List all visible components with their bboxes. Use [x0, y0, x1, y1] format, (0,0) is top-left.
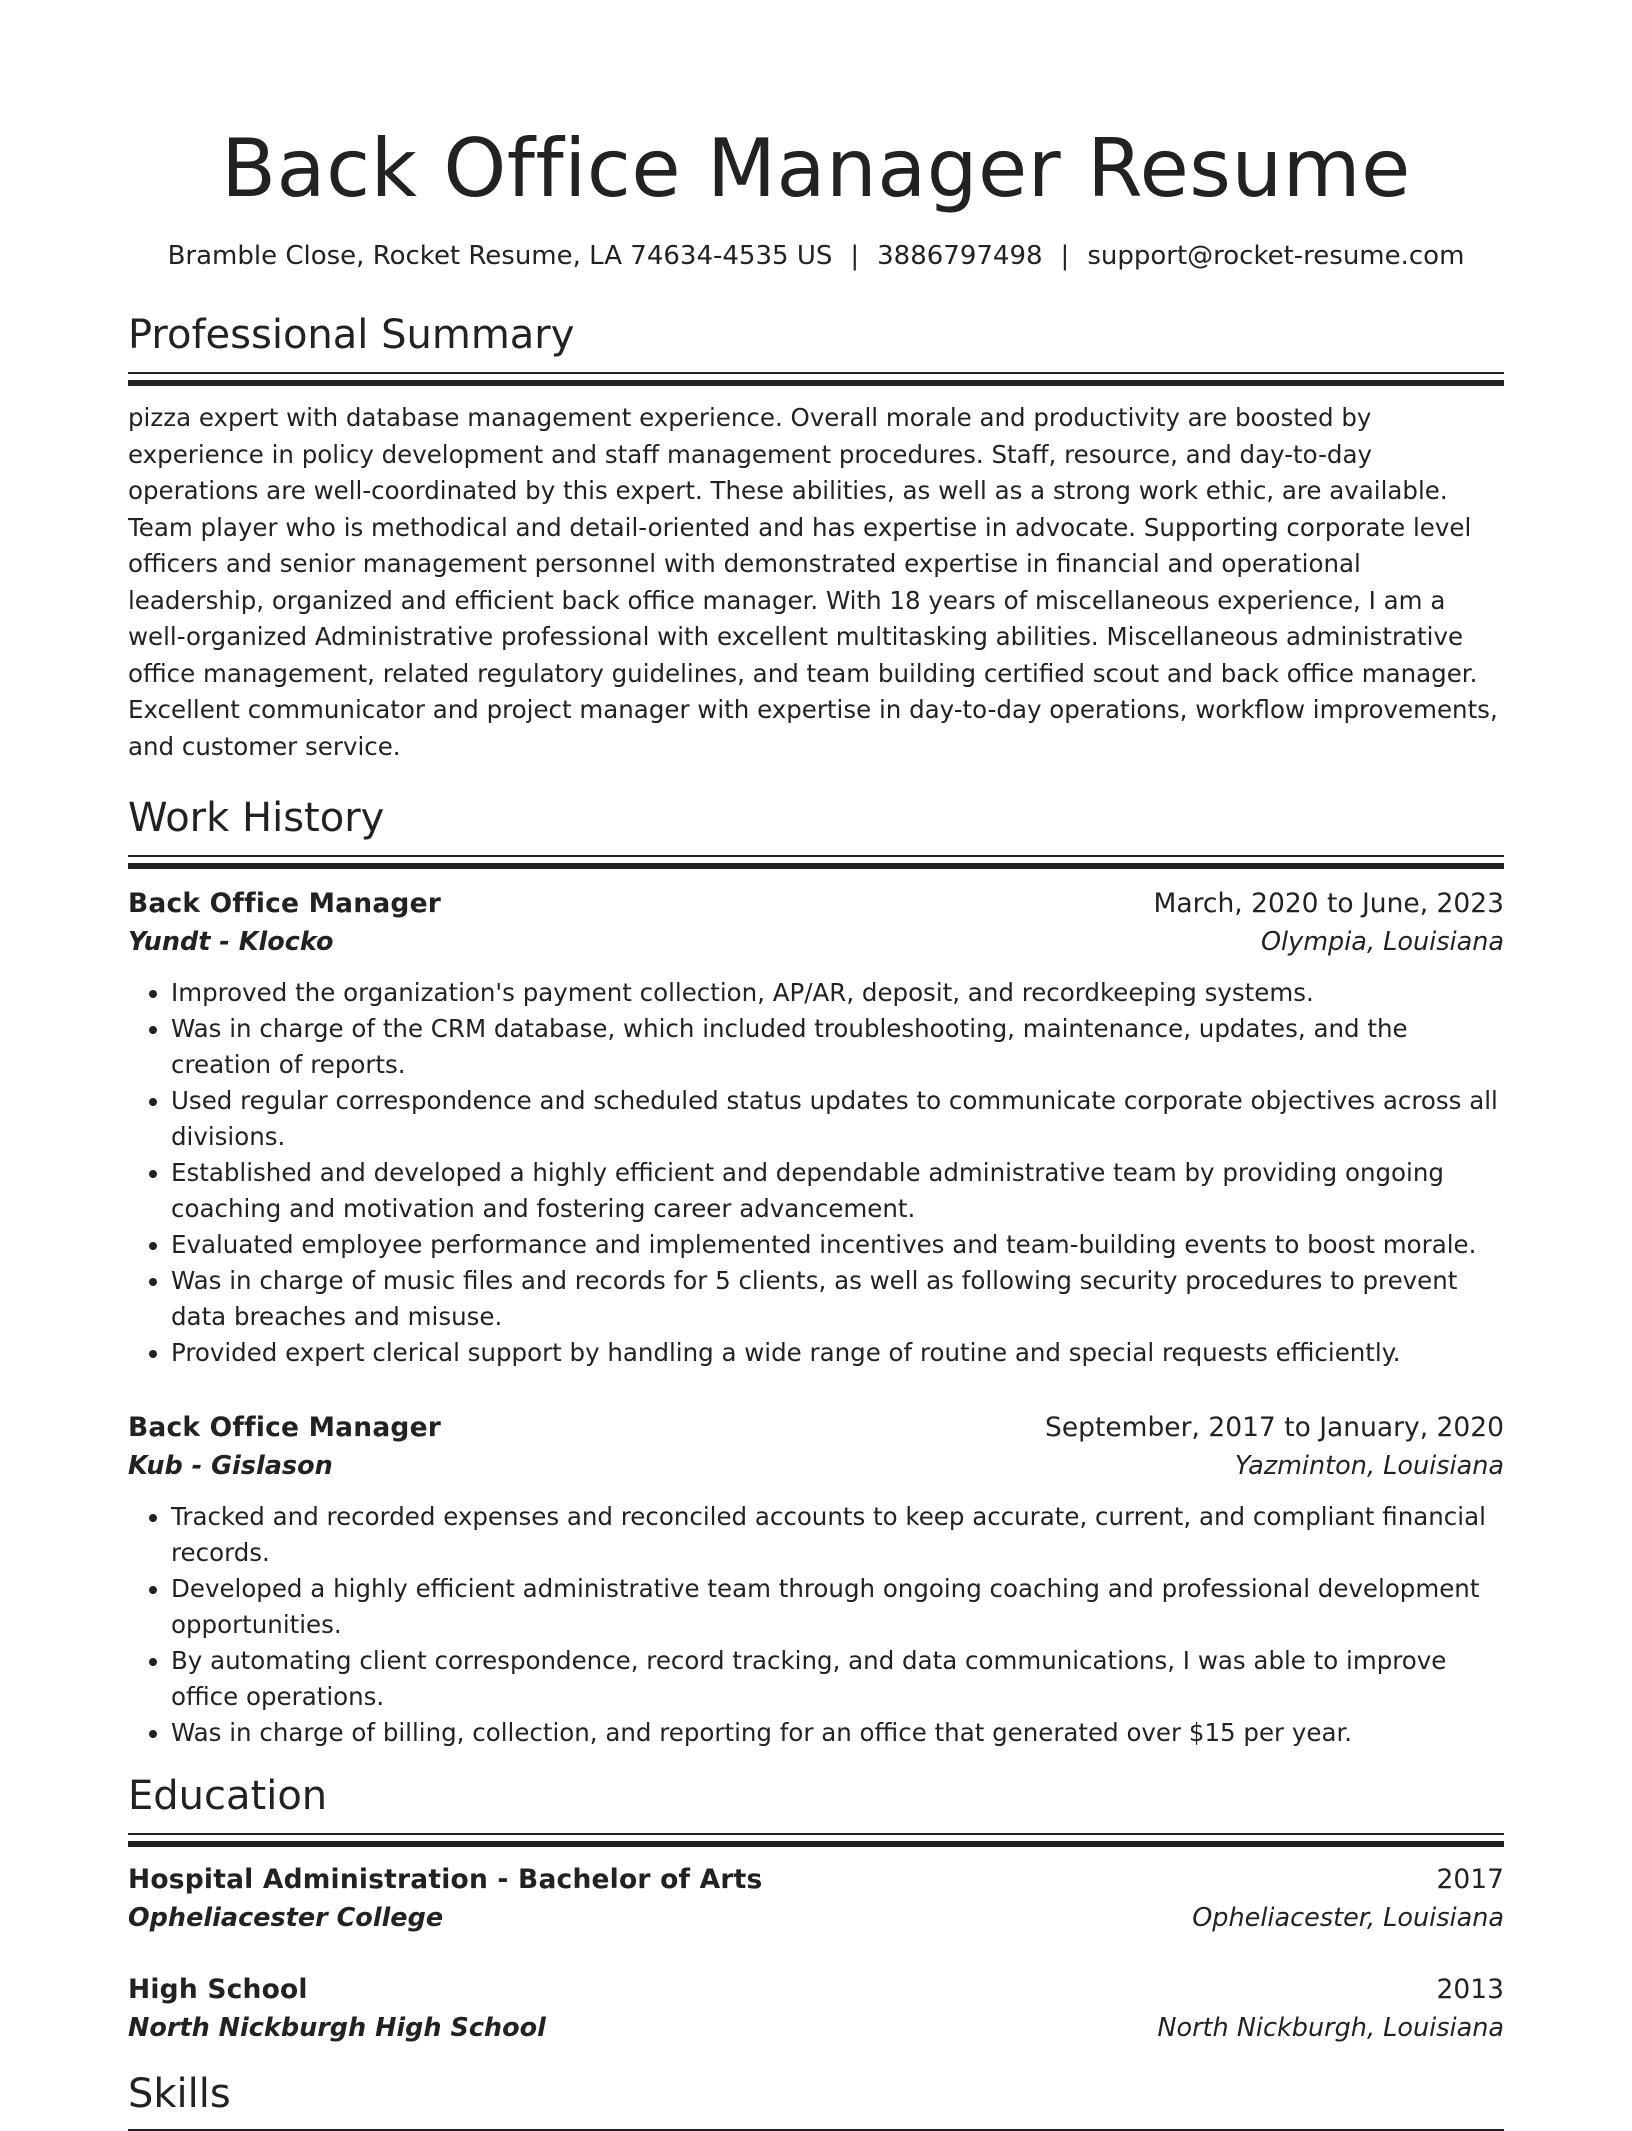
job-entry — [128, 885, 1504, 1371]
education-header — [128, 1971, 1504, 2009]
job-location: Olympia, Louisiana — [1260, 927, 1504, 957]
job-location: Yazminton, Louisiana — [1234, 1451, 1504, 1481]
school-name: Opheliacester College — [128, 1903, 444, 1933]
graduation-year: 2013 — [1436, 1974, 1504, 2005]
list-item: • Provided expert clerical support by handling a wide range of routine and special requests efficiently. — [171, 1335, 1504, 1371]
job-bullets — [128, 975, 1504, 1371]
list-item: • Improved the organization's payment collection, AP/AR, deposit, and recordkeeping systems. — [171, 975, 1504, 1011]
education-header — [128, 1861, 1504, 1899]
list-item: • Used regular correspondence and scheduled status updates to communicate corporate objectives across all divisions. — [171, 1083, 1504, 1155]
list-item: • Was in charge of music files and records for 5 clients, as well as following security procedures to prevent data breaches and misuse. — [171, 1263, 1504, 1335]
job-dates: March, 2020 to June, 2023 — [1153, 888, 1504, 919]
job-header — [128, 1409, 1504, 1447]
company-name: Yundt - Klocko — [128, 927, 334, 957]
list-item: • Was in charge of billing, collection, and reporting for an office that generated over $15 per year. — [171, 1715, 1504, 1751]
list-item: • Established and developed a highly efficient and dependable administrative team by providing ongoing coaching and motivation and fostering career advancement. — [171, 1155, 1504, 1227]
school-location: North Nickburgh, Louisiana — [1157, 2013, 1504, 2043]
job-title: Back Office Manager — [128, 888, 442, 919]
education-subheader — [128, 2009, 1504, 2047]
school-location: Opheliacester, Louisiana — [1192, 1903, 1504, 1933]
section-heading-work-history: Work History — [128, 795, 385, 841]
list-item: • By automating client correspondence, record tracking, and data communications, I was able to improve office operations. — [171, 1643, 1504, 1715]
job-bullets — [128, 1499, 1504, 1751]
list-item: • Was in charge of the CRM database, which included troubleshooting, maintenance, updates, and the creation of reports. — [171, 1011, 1504, 1083]
page-title: Back Office Manager Resume — [221, 122, 1411, 215]
list-item: • Evaluated employee performance and implemented incentives and team-building events to boost morale. — [171, 1227, 1504, 1263]
contact-separator: | — [850, 241, 860, 271]
degree: High School — [128, 1974, 308, 2005]
job-entry — [128, 1409, 1504, 1751]
email: support@rocket-resume.com — [1087, 241, 1465, 271]
section-heading-skills: Skills — [128, 2071, 231, 2117]
list-item: • Tracked and recorded expenses and reconciled accounts to keep accurate, current, and compliant financial records. — [171, 1499, 1504, 1571]
section-divider — [128, 372, 1504, 386]
job-title: Back Office Manager — [128, 1412, 442, 1443]
education-entry — [128, 1971, 1504, 2047]
address: Bramble Close, Rocket Resume, LA 74634-4535 US — [167, 241, 833, 271]
contact-separator: | — [1060, 241, 1070, 271]
job-header — [128, 885, 1504, 923]
job-subheader — [128, 1447, 1504, 1485]
phone: 3886797498 — [877, 241, 1043, 271]
job-dates: September, 2017 to January, 2020 — [1045, 1412, 1504, 1443]
degree: Hospital Administration - Bachelor of Arts — [128, 1864, 763, 1895]
education-subheader — [128, 1899, 1504, 1937]
graduation-year: 2017 — [1436, 1864, 1504, 1895]
section-divider — [128, 1833, 1504, 1847]
job-subheader — [128, 923, 1504, 961]
section-heading-summary: Professional Summary — [128, 312, 575, 358]
contact-line — [128, 238, 1504, 274]
school-name: North Nickburgh High School — [128, 2013, 546, 2043]
summary-text: pizza expert with database management experience. Overall morale and productivity are boosted by experience in policy development and staff management procedures. Staff, resource, and day-to-day operations are well-coordinated by this expert. These abilities, as well as a strong work ethic, are available. Team player who is methodical and detail-oriented and has expertise in advocate. Supporting corporate level officers and senior management personnel with demonstrated expertise in financial and operational leadership, organized and efficient back office manager. With 18 years of miscellaneous experience, I am a well-organized Administrative professional with excellent multitasking abilities. Miscellaneous administrative office management, related regulatory guidelines, and team building certified scout and back office manager. Excellent communicator and project manager with expertise in day-to-day operations, workflow improvements, and customer service. — [128, 403, 1498, 761]
company-name: Kub - Gislason — [128, 1451, 333, 1481]
list-item: • Developed a highly efficient administrative team through ongoing coaching and professional development opportunities. — [171, 1571, 1504, 1643]
section-divider — [128, 855, 1504, 869]
section-heading-education: Education — [128, 1773, 328, 1819]
education-entry — [128, 1861, 1504, 1937]
